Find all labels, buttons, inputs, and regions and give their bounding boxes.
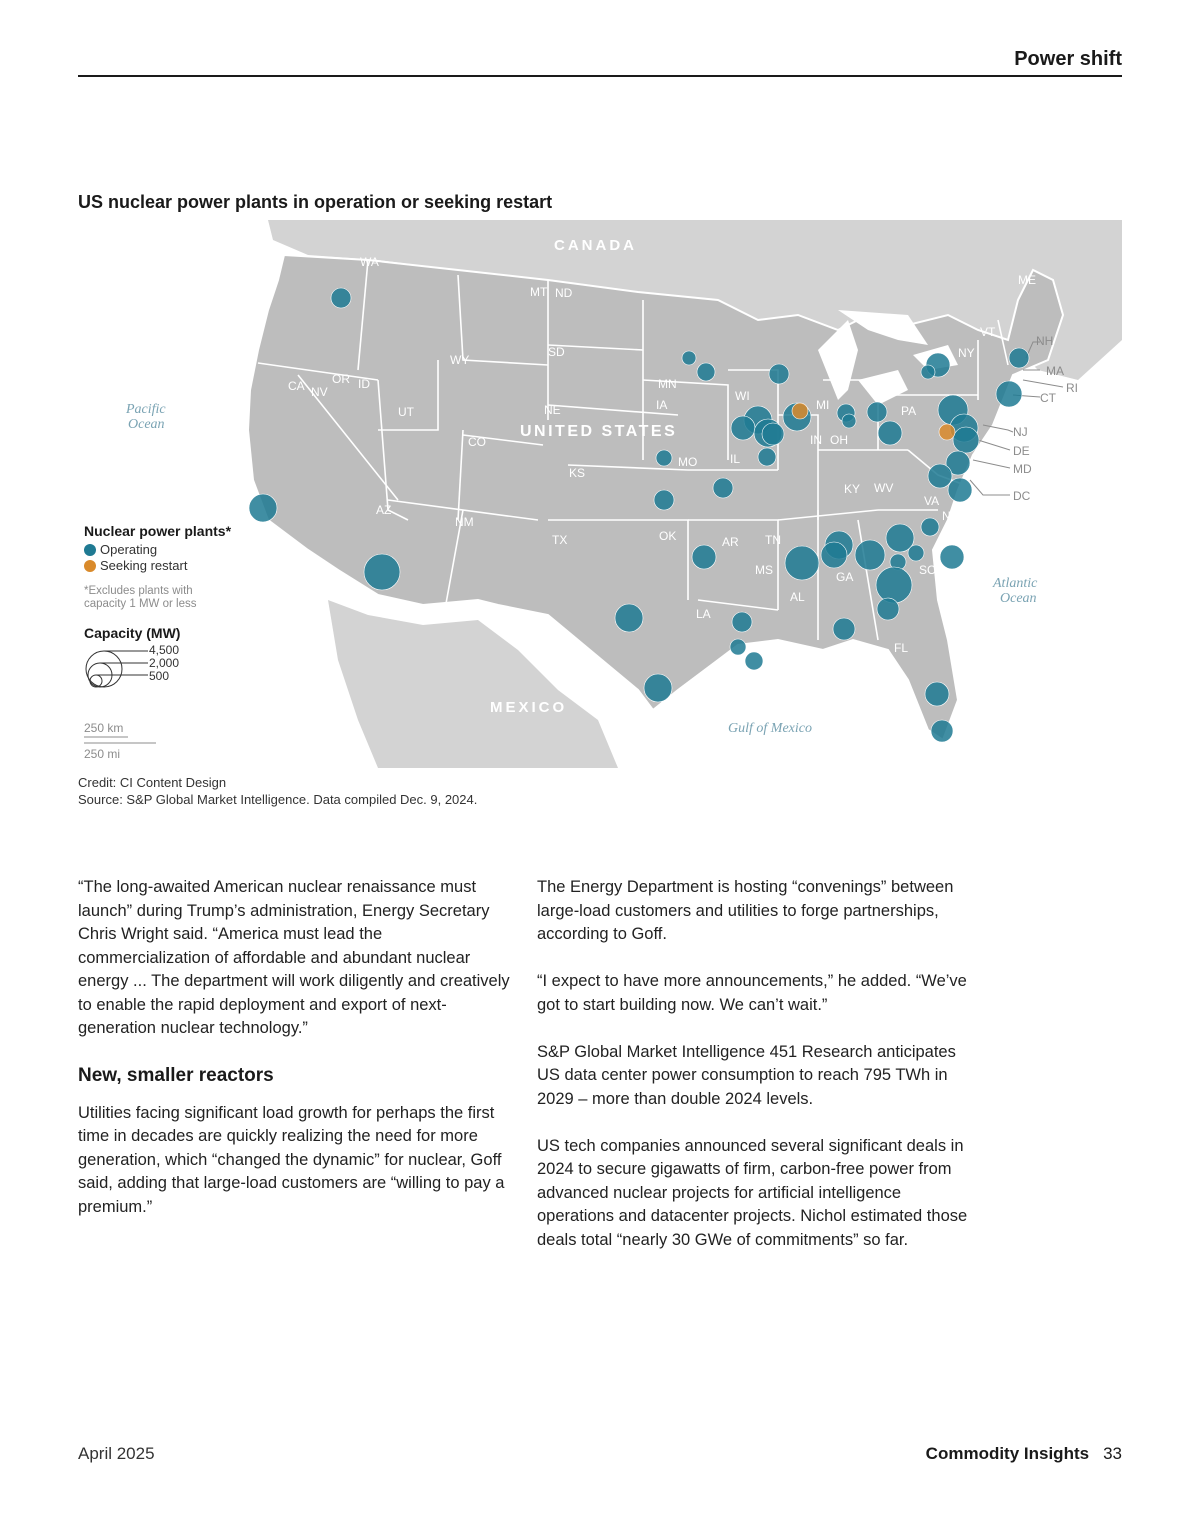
scale-km-label: 250 km	[84, 721, 124, 735]
article-left-column	[78, 876, 518, 1243]
plant-operating-marker	[908, 545, 924, 561]
plant-operating-marker	[732, 612, 752, 632]
state-label: MI	[816, 398, 830, 412]
plant-operating-marker	[877, 598, 899, 620]
figure-credit	[78, 774, 477, 808]
state-label: ID	[358, 377, 370, 391]
state-label: IL	[730, 452, 741, 466]
capacity-value: 2,000	[149, 656, 180, 670]
paragraph: US tech companies announced several significant deals in 2024 to secure gigawatts of firm, carbon-free power from advanced nuclear projects for artificial intelligence operations and datacenter projects. Nichol estimated those deals total “nearly 30 GWe of commitments” so far.	[537, 1136, 968, 1249]
plant-operating-marker	[855, 540, 885, 570]
state-label: KY	[844, 482, 861, 496]
state-label: LA	[696, 607, 711, 621]
state-label: NV	[311, 385, 328, 399]
plant-operating-marker	[921, 365, 935, 379]
article-right-column	[537, 876, 977, 1276]
plant-restart-marker	[792, 403, 808, 419]
state-label: AZ	[376, 503, 392, 517]
state-label: UT	[398, 405, 414, 419]
callout-label: DE	[1013, 444, 1030, 458]
state-label: IA	[656, 398, 668, 412]
plant-operating-marker	[876, 567, 912, 603]
plant-operating-marker	[697, 363, 715, 381]
section-title: Power shift	[1014, 48, 1122, 70]
plant-operating-marker	[928, 464, 952, 488]
pacific-label-1: Pacific	[126, 402, 166, 417]
state-label: WV	[874, 481, 894, 495]
state-label: AR	[722, 535, 739, 549]
plant-operating-marker	[713, 478, 733, 498]
plant-operating-marker	[331, 288, 351, 308]
top-rule	[78, 75, 1122, 77]
plant-operating-marker	[785, 546, 819, 580]
plant-operating-marker	[1009, 348, 1029, 368]
state-label: CO	[468, 435, 486, 449]
legend-operating-label: Operating	[100, 542, 158, 557]
capacity-title: Capacity (MW)	[84, 625, 181, 641]
paragraph: Utilities facing significant load growth for perhaps the first time in decades are quickly realizing the need for more generation, which “changed the dynamic” for nuclear, Goff said, adding that large-load customers are “willing to pay a premium.”	[78, 1103, 505, 1216]
state-label: GA	[836, 570, 854, 584]
callout-label: NH	[1036, 334, 1054, 348]
state-label: WI	[735, 389, 750, 403]
plant-operating-marker	[996, 381, 1022, 407]
state-label: KS	[569, 466, 586, 480]
plant-restart-marker	[939, 424, 955, 440]
plant-operating-marker	[925, 682, 949, 706]
state-label: FL	[894, 641, 909, 655]
state-label: ND	[555, 286, 573, 300]
plant-operating-marker	[878, 421, 902, 445]
callout-label: CT	[1040, 391, 1056, 405]
gulf-label: Gulf of Mexico	[728, 721, 812, 736]
map	[78, 220, 1122, 768]
atlantic-label-1: Atlantic	[993, 576, 1038, 591]
figure-title: US nuclear power plants in operation or seeking restart	[78, 192, 553, 212]
state-label: AL	[790, 590, 805, 604]
legend-title: Nuclear power plants*	[84, 523, 232, 539]
plant-operating-marker	[948, 478, 972, 502]
state-label: NM	[455, 515, 474, 529]
page-number: 33	[1103, 1444, 1122, 1463]
callout-label: RI	[1066, 381, 1078, 395]
state-label: WA	[360, 255, 379, 269]
plant-operating-marker	[730, 639, 746, 655]
capacity-value: 500	[149, 669, 170, 683]
brand-name: Commodity Insights	[925, 1444, 1090, 1463]
map-svg	[78, 220, 1122, 768]
state-label: CA	[288, 379, 305, 393]
mexico-label: MEXICO	[490, 699, 568, 716]
united-states-label: UNITED STATES	[520, 423, 678, 440]
subhead: New, smaller reactors	[78, 1065, 274, 1086]
state-label: NY	[958, 346, 975, 360]
callout-label: MD	[1013, 462, 1032, 476]
footer-date: April 2025	[78, 1444, 155, 1463]
footer-brand	[926, 1444, 1122, 1464]
plant-operating-marker	[953, 427, 979, 453]
legend-note-2: capacity 1 MW or less	[84, 598, 197, 610]
plant-operating-marker	[731, 416, 755, 440]
state-label: IN	[810, 433, 822, 447]
state-label: SC	[919, 563, 936, 577]
plant-operating-marker	[656, 450, 672, 466]
state-label: MS	[755, 563, 773, 577]
legend-restart-swatch	[84, 560, 96, 572]
state-label: TX	[552, 533, 568, 547]
paragraph: The Energy Department is hosting “convenings” between large-load customers and utilities to forge partnerships, according to Goff.	[537, 878, 954, 943]
state-label: NC	[942, 509, 960, 523]
plant-operating-marker	[931, 720, 953, 742]
state-label: VT	[980, 325, 996, 339]
atlantic-label-2: Ocean	[1000, 591, 1037, 606]
plant-operating-marker	[821, 542, 847, 568]
plant-operating-marker	[867, 402, 887, 422]
source-line: Source: S&P Global Market Intelligence. Data compiled Dec. 9, 2024.	[78, 792, 478, 807]
state-label: OR	[332, 372, 350, 386]
plant-operating-marker	[249, 494, 277, 522]
paragraph: S&P Global Market Intelligence 451 Research anticipates US data center power consumption to reach 795 TWh in 2029 – more than double 2024 levels.	[537, 1042, 956, 1108]
canada-label: CANADA	[554, 237, 637, 254]
capacity-value: 4,500	[149, 643, 180, 657]
plant-operating-marker	[615, 604, 643, 632]
plant-operating-marker	[654, 490, 674, 510]
state-label: PA	[901, 404, 917, 418]
state-label: NE	[544, 403, 561, 417]
state-label: MO	[678, 455, 698, 469]
state-label: TN	[765, 533, 781, 547]
state-label: SD	[548, 345, 565, 359]
plant-operating-marker	[682, 351, 696, 365]
pacific-label-2: Ocean	[128, 417, 165, 432]
plant-operating-marker	[644, 674, 672, 702]
credit-line: Credit: CI Content Design	[78, 775, 227, 790]
plant-operating-marker	[762, 423, 784, 445]
plant-operating-marker	[842, 414, 856, 428]
plant-operating-marker	[758, 448, 776, 466]
callout-label: MA	[1046, 364, 1064, 378]
state-label: OH	[830, 433, 848, 447]
state-label: VA	[924, 494, 940, 508]
state-label: OK	[659, 529, 677, 543]
plant-operating-marker	[940, 545, 964, 569]
state-label: ME	[1018, 273, 1036, 287]
paragraph: “The long-awaited American nuclear renaissance must launch” during Trump’s administration, Energy Secretary Chris Wright said. “America must lead the commercialization of affordable and abundant nuclear energy ... The department will work diligently and creatively to enable the rapid deployment and export of next-generation nuclear technology.”	[78, 878, 510, 1037]
plant-operating-marker	[921, 518, 939, 536]
callout-label: DC	[1013, 489, 1031, 503]
scale-mi-label: 250 mi	[84, 747, 121, 761]
legend-note-1: *Excludes plants with	[84, 585, 193, 597]
callout-label: NJ	[1013, 425, 1028, 439]
plant-operating-marker	[364, 554, 400, 590]
plant-operating-marker	[745, 652, 763, 670]
legend-operating-swatch	[84, 544, 96, 556]
plant-operating-marker	[769, 364, 789, 384]
paragraph: “I expect to have more announcements,” he added. “We’ve got to start building now. We can’t wait.”	[537, 972, 967, 1014]
legend-restart-label: Seeking restart	[100, 558, 188, 573]
state-label: MN	[658, 377, 677, 391]
state-label: WY	[450, 353, 470, 367]
state-label: MT	[530, 285, 548, 299]
plant-operating-marker	[692, 545, 716, 569]
plant-operating-marker	[833, 618, 855, 640]
